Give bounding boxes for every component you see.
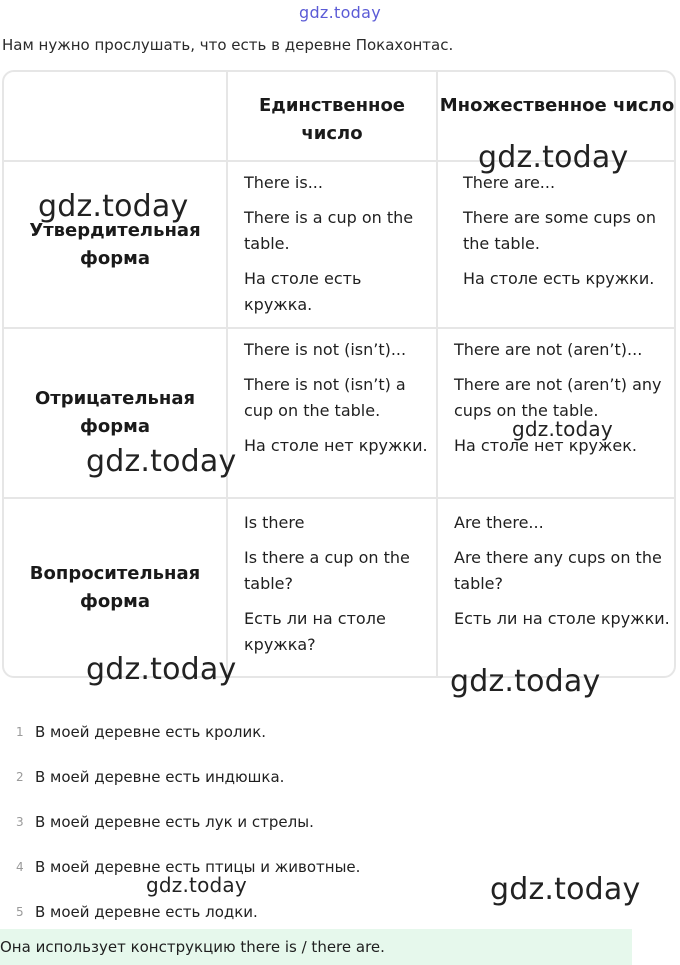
cell-line: Is there: [244, 513, 305, 532]
cell-line: На столе есть кружки.: [463, 269, 655, 288]
cell-affirmative-singular: [244, 170, 432, 327]
col-header-singular: Единственное число: [258, 95, 406, 144]
cell-affirmative-plural: [463, 170, 673, 301]
list-number: 3: [16, 815, 24, 829]
watermark: gdz.today: [512, 417, 613, 441]
row-header-negative: Отрицательная форма: [34, 388, 196, 437]
list-text: В моей деревне есть лук и стрелы.: [35, 813, 314, 831]
list-item: [16, 718, 656, 763]
list-number: 2: [16, 770, 24, 784]
cell-question-singular: [244, 510, 432, 667]
column-divider: [436, 72, 438, 676]
sentence-list: [16, 718, 656, 943]
cell-line: There are not (aren’t)...: [454, 340, 643, 359]
list-number: 1: [16, 725, 24, 739]
list-item: [16, 808, 656, 853]
watermark: gdz.today: [146, 873, 247, 897]
watermark: gdz.today: [490, 872, 641, 907]
answer-box: Она использует конструкцию there is / there are.: [0, 929, 632, 965]
cell-line: There are not (aren’t) any cups on the table.: [454, 375, 662, 420]
cell-negative-plural: [454, 337, 674, 468]
list-text: В моей деревне есть кролик.: [35, 723, 267, 741]
cell-line: Есть ли на столе кружки.: [454, 609, 670, 628]
cell-line: There are...: [463, 173, 556, 192]
watermark: gdz.today: [38, 189, 189, 224]
watermark: gdz.today: [86, 444, 237, 479]
table-corner-cell: [4, 72, 226, 160]
cell-line: Are there any cups on the table?: [454, 548, 662, 593]
column-divider: [226, 72, 228, 676]
top-watermark: gdz.today: [299, 3, 381, 22]
cell-line: На столе есть кружка.: [244, 269, 362, 314]
cell-line: There is a cup on the table.: [244, 208, 414, 253]
cell-question-plural: [454, 510, 674, 641]
cell-line: Is there a cup on the table?: [244, 548, 410, 593]
cell-line: There is...: [244, 173, 323, 192]
cell-line: На столе нет кружки.: [244, 436, 428, 455]
list-text: В моей деревне есть лодки.: [35, 903, 258, 921]
cell-line: There are some cups on the table.: [463, 208, 656, 253]
cell-line: Есть ли на столе кружка?: [244, 609, 386, 654]
watermark: gdz.today: [450, 664, 601, 699]
cell-line: Are there...: [454, 513, 544, 532]
list-number: 5: [16, 905, 24, 919]
cell-line: There is not (isn’t) a cup on the table.: [244, 375, 406, 420]
list-text: В моей деревне есть индюшка.: [35, 768, 285, 786]
list-item: [16, 853, 656, 898]
intro-text: Нам нужно прослушать, что есть в деревне Покахонтас.: [2, 36, 454, 54]
list-item: [16, 763, 656, 808]
watermark: gdz.today: [478, 140, 629, 175]
col-header-plural: Множественное число: [439, 95, 675, 116]
cell-negative-singular: [244, 337, 432, 468]
row-header-question: Вопросительная форма: [29, 562, 201, 612]
cell-line: На столе нет кружек.: [454, 436, 637, 455]
list-number: 4: [16, 860, 24, 874]
list-text: В моей деревне есть птицы и животные.: [35, 858, 361, 876]
row-header-affirmative: Утвердительная форма: [29, 219, 201, 269]
watermark: gdz.today: [86, 652, 237, 687]
grammar-table: [2, 70, 676, 678]
cell-line: There is not (isn’t)...: [244, 340, 407, 359]
